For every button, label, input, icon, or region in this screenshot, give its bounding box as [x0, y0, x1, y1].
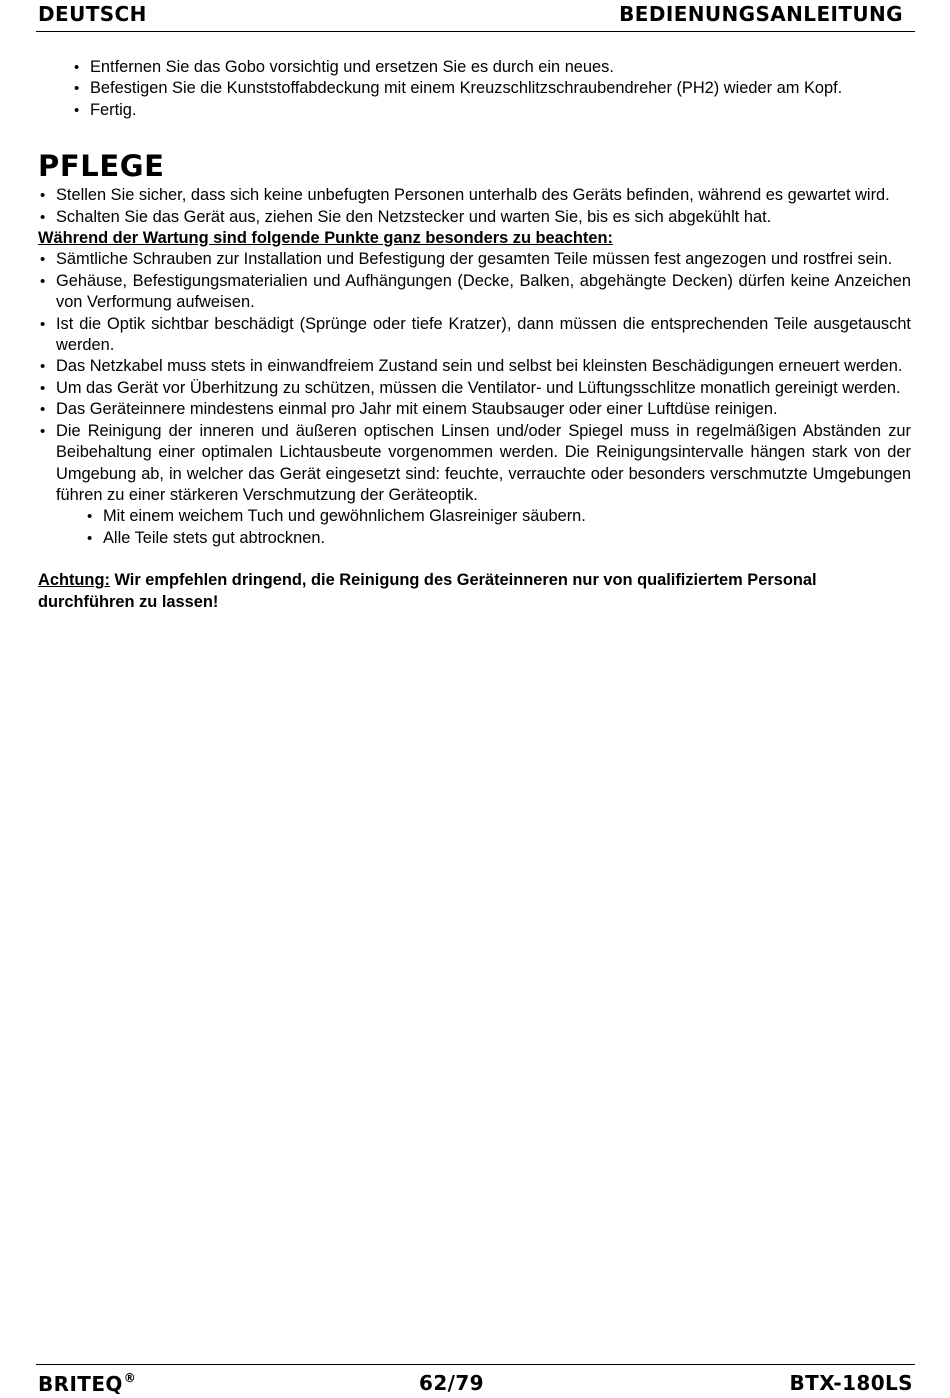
- maintenance-points-list: [38, 249, 911, 506]
- list-item: • Stellen Sie sicher, dass sich keine unbefugten Personen unterhalb des Geräts befinden, während es gewartet wird.: [56, 185, 911, 206]
- maintenance-subheading: Während der Wartung sind folgende Punkte ganz besonders zu beachten:: [38, 229, 613, 248]
- intro-steps-list: [38, 57, 911, 121]
- page-header: [36, 0, 915, 32]
- header-language: DEUTSCH: [38, 2, 147, 26]
- brand-name: BRITEQ: [38, 1372, 123, 1396]
- list-item: • Um das Gerät vor Überhitzung zu schützen, müssen die Ventilator- und Lüftungsschlitze monatlich gereinigt werden.: [56, 378, 911, 399]
- list-item: • Mit einem weichem Tuch und gewöhnlichem Glasreiniger säubern.: [103, 506, 911, 527]
- footer-model: BTX-180LS: [789, 1371, 913, 1395]
- header-doc-type: BEDIENUNGSANLEITUNG: [619, 2, 903, 26]
- page-content: [38, 57, 911, 629]
- warning-note: [38, 570, 911, 613]
- warning-text: Wir empfehlen dringend, die Reinigung des Geräteinneren nur von qualifiziertem Personal durchführen zu lassen!: [38, 571, 817, 611]
- list-item: • Schalten Sie das Gerät aus, ziehen Sie den Netzstecker und warten Sie, bis es sich abgekühlt hat.: [56, 207, 911, 228]
- preliminary-list: [38, 185, 911, 228]
- cleaning-sub-list: [38, 506, 911, 549]
- list-item: • Fertig.: [90, 100, 911, 121]
- list-item: • Das Geräteinnere mindestens einmal pro Jahr mit einem Staubsauger oder einer Luftdüse reinigen.: [56, 399, 911, 420]
- list-item: • Die Reinigung der inneren und äußeren optischen Linsen und/oder Spiegel muss in regelmäßigen Abständen zur Beibehaltung einer optimalen Lichtausbeute vorgenommen werden. Die Reinigungsintervalle hängen stark von der Umgebung ab, in welcher das Gerät eingesetzt sind: feuchte, verrauchte oder besonders verschmutzte Umgebungen führen zu einer stärkeren Verschmutzung der Geräteoptik.: [56, 421, 911, 507]
- section-title: PFLEGE: [38, 149, 165, 184]
- list-item: • Alle Teile stets gut abtrocknen.: [103, 528, 911, 549]
- registered-mark: ®: [123, 1371, 137, 1385]
- page-footer: [36, 1364, 915, 1398]
- warning-label: Achtung:: [38, 571, 110, 590]
- list-item: • Ist die Optik sichtbar beschädigt (Sprünge oder tiefe Kratzer), dann müssen die entsprechenden Teile ausgetauscht werden.: [56, 314, 911, 357]
- list-item: • Sämtliche Schrauben zur Installation und Befestigung der gesamten Teile müssen fest angezogen und rostfrei sein.: [56, 249, 911, 270]
- list-item: • Gehäuse, Befestigungsmaterialien und Aufhängungen (Decke, Balken, abgehängte Decken) dürfen keine Anzeichen von Verformung aufweisen.: [56, 271, 911, 314]
- page-number: 62/79: [419, 1371, 484, 1395]
- list-item: • Befestigen Sie die Kunststoffabdeckung mit einem Kreuzschlitzschraubendreher (PH2) wieder am Kopf.: [90, 78, 911, 99]
- list-item: • Entfernen Sie das Gobo vorsichtig und ersetzen Sie es durch ein neues.: [90, 57, 911, 78]
- list-item: • Das Netzkabel muss stets in einwandfreiem Zustand sein und selbst bei kleinsten Beschädigungen erneuert werden.: [56, 356, 911, 377]
- footer-brand: [38, 1371, 136, 1396]
